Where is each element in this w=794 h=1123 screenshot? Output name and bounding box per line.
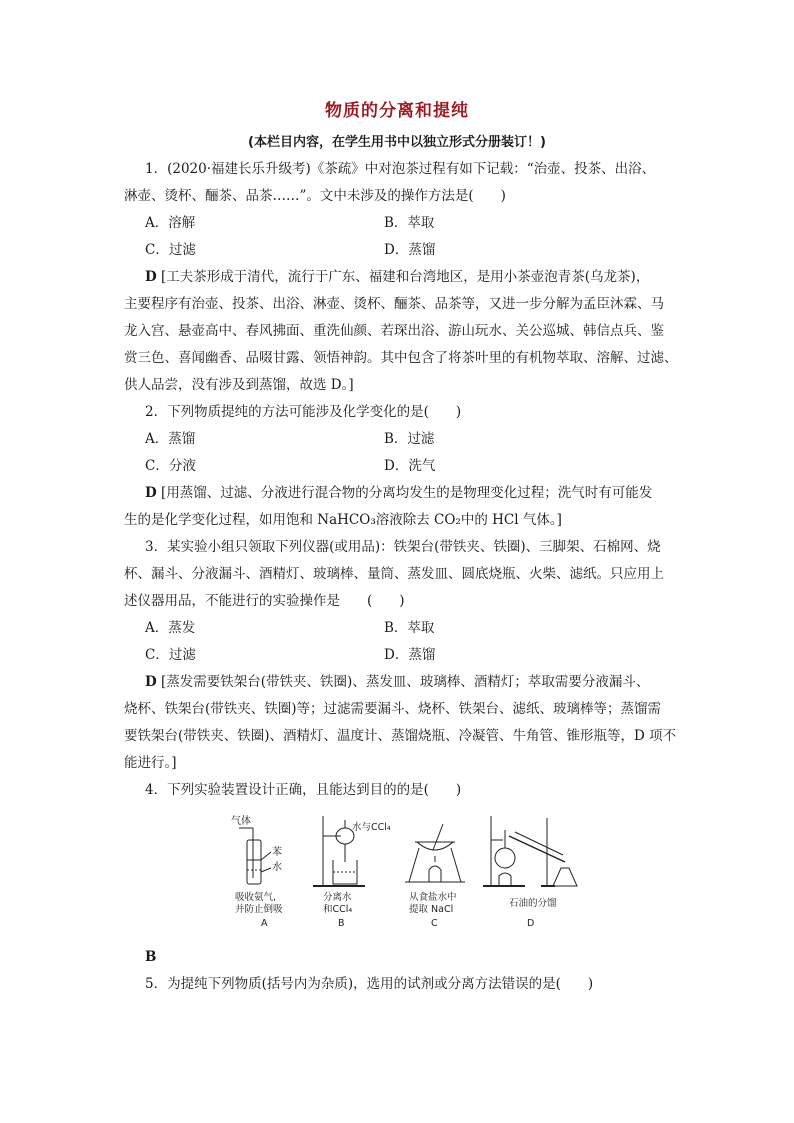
q3-explanation-line1 [145, 673, 649, 691]
q2-explanation-text1: [用蒸馏、过滤、分液进行混合物的分离均发生的是物理变化过程；洗气时有可能发 [161, 485, 653, 501]
q1-explanation-line5: 供人品尝，没有涉及到蒸馏，故选 D。] [124, 377, 354, 393]
apparatus-b-letter: B [338, 918, 345, 929]
q1-answer: D [145, 269, 157, 285]
q3-stem-line3: 述仪器用品，不能进行的实验操作是 ( ) [124, 593, 405, 609]
q2-option-a: A．蒸馏 [145, 431, 196, 447]
q1-explanation-text1: [工夫茶形成于清代，流行于广东、福建和台湾地区，是用小茶壶泡青茶(乌龙茶)， [161, 269, 650, 285]
q3-option-c: C．过滤 [145, 647, 196, 663]
apparatus-a-caption-2: 并防止倒吸 [235, 904, 283, 915]
apparatus-c-letter: C [431, 918, 438, 929]
page-title: 物质的分离和提纯 [325, 101, 469, 121]
apparatus-a-caption-1: 吸收氨气, [235, 892, 277, 903]
apparatus-a-letter: A [261, 918, 268, 929]
page-subtitle: (本栏目内容，在学生用书中以独立形式分册装订！) [248, 135, 546, 150]
apparatus-a-gas-label: 气体 [231, 816, 251, 827]
q4-stem: 4．下列实验装置设计正确，且能达到目的的是( ) [145, 782, 462, 798]
q1-option-a: A．溶解 [145, 215, 196, 231]
q3-explanation-line3: 要铁架台(带铁夹、铁圈)、酒精灯、温度计、蒸馏烧瓶、冷凝管、牛角管、锥形瓶等，D 项不 [124, 728, 677, 744]
q1-option-c: C．过滤 [145, 242, 196, 258]
q3-answer: D [145, 674, 157, 690]
q2-option-c: C．分液 [145, 458, 196, 474]
q4-apparatus-figure [225, 810, 595, 935]
apparatus-b-label: 水与CCl₄ [352, 822, 391, 833]
q2-option-b: B．过滤 [384, 431, 435, 447]
q3-explanation-line4: 能进行。] [124, 755, 177, 771]
q2-stem: 2．下列物质提纯的方法可能涉及化学变化的是( ) [145, 404, 462, 420]
q1-stem-line1: 1．(2020·福建长乐升级考)《茶疏》中对泡茶过程有如下记载：“治壶、投茶、出浴、 [145, 161, 656, 177]
q1-explanation-line1 [145, 268, 649, 286]
apparatus-b-caption-2: 和CCl₄ [323, 904, 353, 915]
q1-explanation-line3: 龙入宫、悬壶高中、春风拂面、重洗仙颜、若琛出浴、游山玩水、关公巡城、韩信点兵、鉴 [124, 323, 664, 339]
q1-stem-line2: 淋壶、烫杯、酾茶、品茶……”。文中未涉及的操作方法是( ) [124, 188, 506, 204]
q1-option-b: B．萃取 [384, 215, 435, 231]
q3-explanation-line2: 烧杯、铁架台(带铁夹、铁圈)等；过滤需要漏斗、烧杯、铁架台、滤纸、玻璃棒等；蒸馏需 [124, 701, 662, 717]
apparatus-c-caption-2: 提取 NaCl [409, 904, 454, 915]
q3-explanation-text1: [蒸发需要铁架台(带铁夹、铁圈)、蒸发皿、玻璃棒、酒精灯；萃取需要分液漏斗、 [161, 674, 650, 690]
apparatus-d-drawing [483, 816, 577, 886]
q2-answer: D [145, 485, 157, 501]
q2-explanation-line1 [145, 484, 652, 502]
q3-option-a: A．蒸发 [145, 620, 196, 636]
apparatus-c-drawing [405, 824, 465, 882]
q3-stem-line2: 杯、漏斗、分液漏斗、酒精灯、玻璃棒、量筒、蒸发皿、圆底烧瓶、火柴、滤纸。只应用上 [124, 566, 664, 582]
q3-option-b: B．萃取 [384, 620, 435, 636]
apparatus-a-water-label: 水 [272, 862, 282, 873]
apparatus-a-drawing [239, 828, 271, 884]
apparatus-a-benzene-label: 苯 [272, 847, 282, 858]
apparatus-c-caption-1: 从食盐水中 [409, 892, 457, 903]
q1-explanation-line2: 主要程序有治壶、投茶、出浴、淋壶、烫杯、酾茶、品茶等，又进一步分解为孟臣沐霖、马 [124, 296, 664, 312]
q5-stem: 5．为提纯下列物质(括号内为杂质)，选用的试剂或分离方法错误的是( ) [145, 976, 594, 992]
q1-option-d: D．蒸馏 [384, 242, 436, 258]
q2-option-d: D．洗气 [384, 458, 436, 474]
q3-stem-line1: 3．某实验小组只领取下列仪器(或用品)：铁架台(带铁夹、铁圈)、三脚架、石棉网、烧 [145, 539, 661, 555]
q3-option-d: D．蒸馏 [384, 647, 436, 663]
q1-explanation-line4: 赏三色、喜闻幽香、品啜甘露、领悟神韵。其中包含了将茶叶里的有机物萃取、溶解、过滤、 [124, 350, 678, 366]
q2-explanation-line2: 生的是化学变化过程，如用饱和 NaHCO₃溶液除去 CO₂中的 HCl 气体。] [124, 512, 562, 528]
apparatus-b-caption-1: 分离水 [323, 892, 352, 903]
q4-answer: B [145, 949, 157, 965]
apparatus-d-caption: 石油的分馏 [509, 898, 557, 909]
apparatus-d-letter: D [527, 918, 535, 929]
